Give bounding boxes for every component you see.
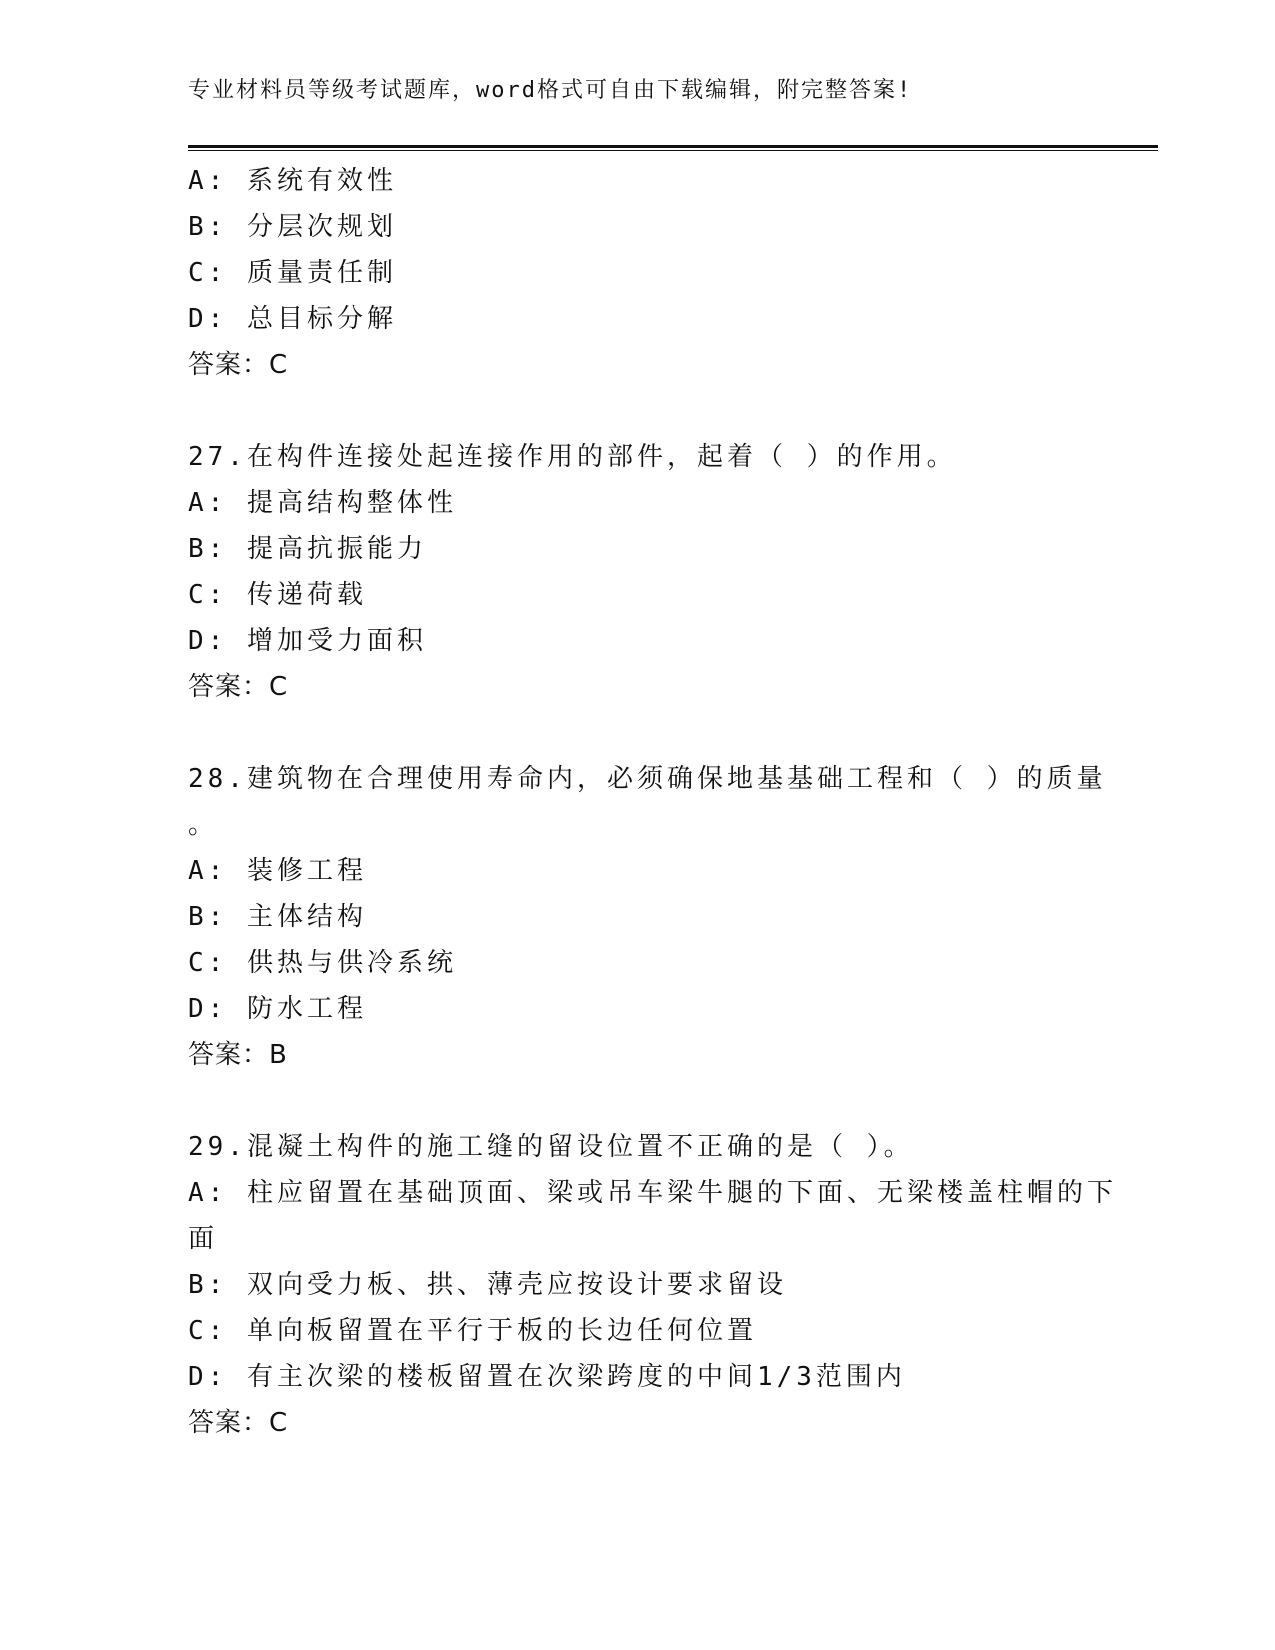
answer: 答案：C: [188, 1408, 289, 1438]
option-d: D: 总目标分解: [188, 304, 397, 334]
header-divider: [188, 145, 1158, 148]
page-header: 专业材料员等级考试题库，word格式可自由下载编辑，附完整答案!: [188, 78, 913, 103]
option-b: B: 分层次规划: [188, 212, 397, 242]
answer: 答案：C: [188, 672, 289, 702]
spacer: [188, 388, 1088, 434]
option-b: B: 提高抗振能力: [188, 534, 427, 564]
option-d: D: 有主次梁的楼板留置在次梁跨度的中间1/3范围内: [188, 1362, 906, 1392]
option-d: D: 增加受力面积: [188, 626, 427, 656]
option-a: A: 柱应留置在基础顶面、梁或吊车梁牛腿的下面、无梁楼盖柱帽的下: [188, 1178, 1117, 1208]
answer: 答案：C: [188, 350, 289, 380]
option-c: C: 传递荷载: [188, 580, 367, 610]
spacer: [188, 1078, 1088, 1124]
question-stem: 27.在构件连接处起连接作用的部件，起着（ ）的作用。: [188, 442, 957, 472]
question-27: [188, 434, 1088, 710]
question-stem-continuation: 。: [188, 810, 219, 840]
question-stem: 29.混凝土构件的施工缝的留设位置不正确的是（ ）。: [188, 1132, 914, 1162]
question-28: [188, 756, 1107, 1078]
option-a-continuation: 面: [188, 1224, 219, 1254]
answer: 答案：B: [188, 1040, 288, 1070]
question-list: [188, 158, 1117, 1446]
option-a: A: 提高结构整体性: [188, 488, 457, 518]
option-b: B: 主体结构: [188, 902, 367, 932]
option-a: A: 装修工程: [188, 856, 367, 886]
option-a: A: 系统有效性: [188, 166, 397, 196]
option-c: C: 供热与供冷系统: [188, 948, 457, 978]
option-c: C: 单向板留置在平行于板的长边任何位置: [188, 1316, 757, 1346]
question-26-options: [188, 158, 1088, 388]
option-b: B: 双向受力板、拱、薄壳应按设计要求留设: [188, 1270, 787, 1300]
question-29: [188, 1124, 1117, 1446]
question-stem: 28.建筑物在合理使用寿命内，必须确保地基基础工程和（ ）的质量: [188, 764, 1107, 794]
option-c: C: 质量责任制: [188, 258, 397, 288]
spacer: [188, 710, 1088, 756]
option-d: D: 防水工程: [188, 994, 367, 1024]
